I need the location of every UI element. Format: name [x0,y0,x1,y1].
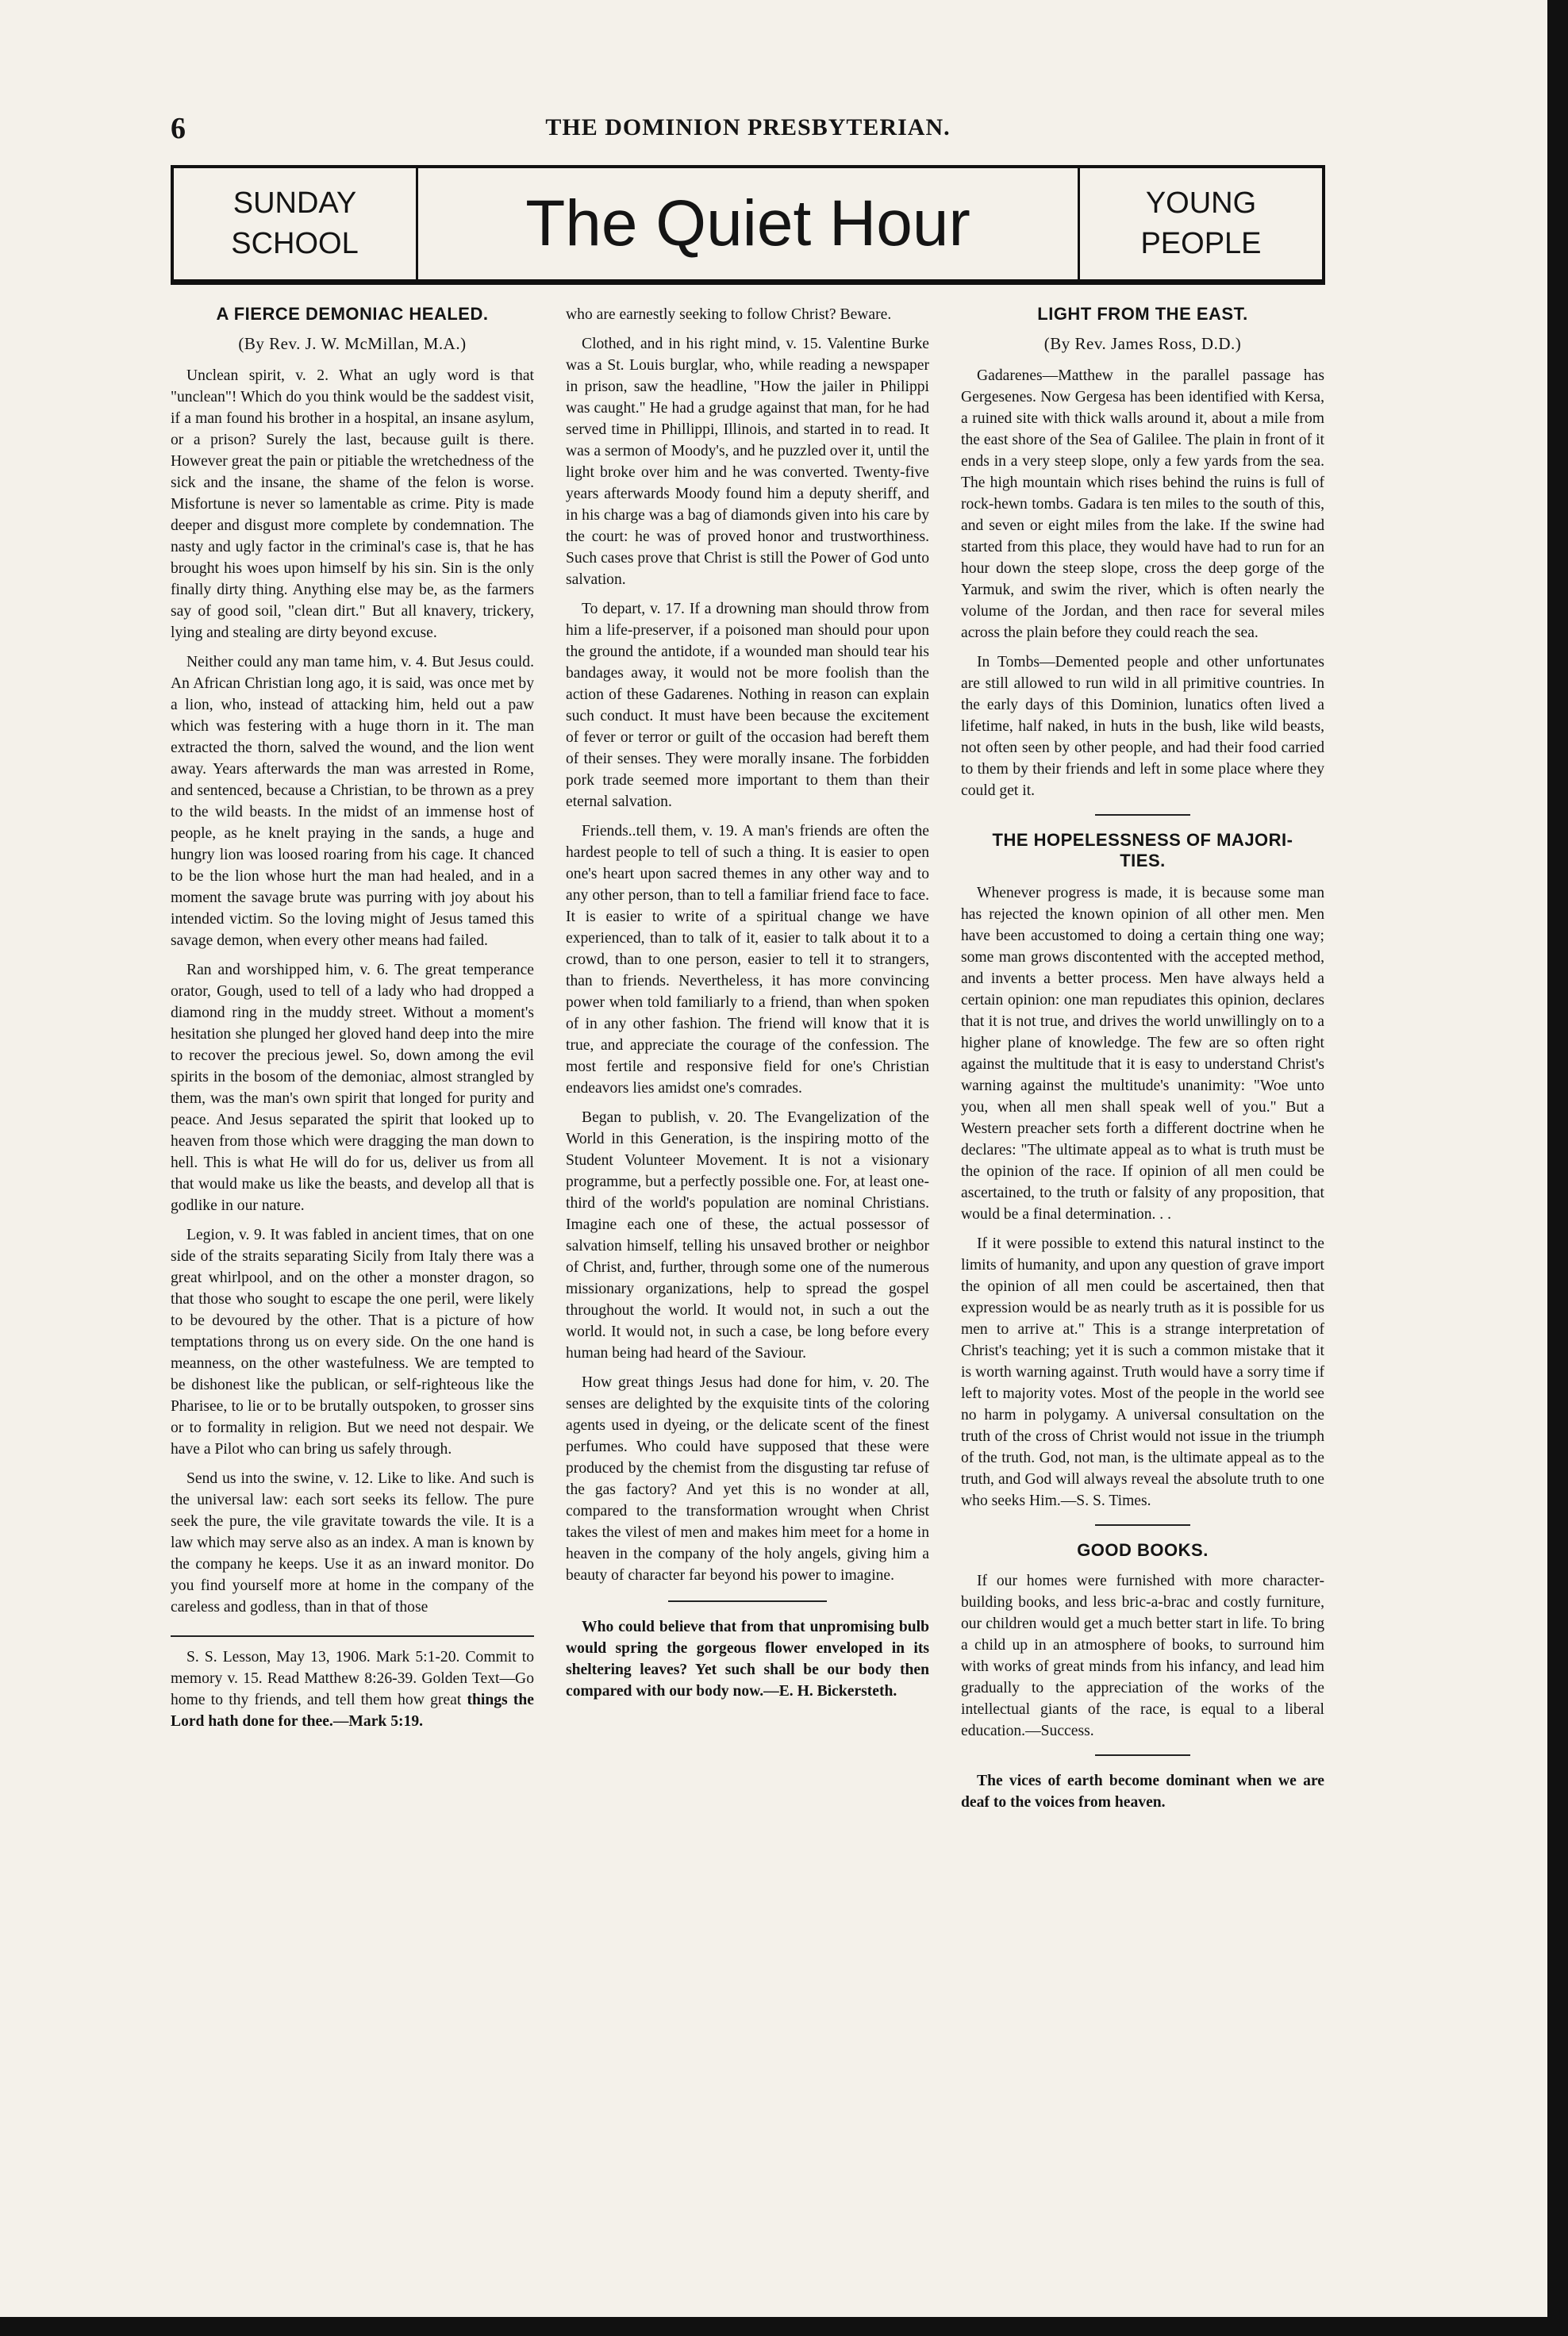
masthead-right-panel [1078,168,1322,279]
article-paragraph: Ran and worshipped him, v. 6. The great temperance orator, Gough, used to tell of a lady who had dropped a diamond ring in the muddy street. Without a moment's hesitation she plunged her gloved hand deep into the mire to recover the precious jewel. So, down among the evil spirits in the bosom of the demoniac, almost strangled by them, was the man's own spirit that longed for purity and peace. And Jesus separated the spirit that looked up to heaven from those which were dragging the man down to hell. This is what He will do for us, deliver us from all that would make us like the beasts, and develop all that is godlike in our nature. [171,962,534,1214]
article-columns [171,304,1325,1821]
column-middle [566,304,929,1821]
section-divider [1095,814,1190,816]
article-heading-line1: THE HOPELESSNESS OF MAJORI- [992,830,1293,850]
section-divider [1095,1524,1190,1526]
scan-border-right [1547,0,1568,2336]
article-paragraph: In Tombs—Demented people and other unfortunates are still allowed to run wild in all primitive countries. In the early days of this Dominion, lunatics often lived a lifetime, half naked, in huts in the bush, like wild beasts, not often seen by other people, and had their food carried to them by their friends and left in some place where they could get it. [961,654,1324,799]
article-byline: (By Rev. J. W. McMillan, M.A.) [238,334,467,353]
article-paragraph: If our homes were furnished with more character-building books, and less bric-a-brac and costly furniture, our children would get a much better start in life. To bring a child up in an atmosphere of books, to surround him with works of great minds from his infancy, and lead him gradually to the appreciation of the works of the intellectual giants of the race, is equal to a liberal education.—Success. [961,1573,1324,1739]
article-heading: GOOD BOOKS. [1077,1540,1209,1560]
lesson-note [171,1635,534,1732]
article-paragraph: Neither could any man tame him, v. 4. But Jesus could. An African Christian long ago, it is said, was once met by a lion, who, instead of attacking him, held out a paw which was festering with a huge thorn in it. The man extracted the thorn, salved the wound, and the lion went away. Years afterwards the man was arrested in Rome, and sentenced, because a Christian, to be thrown as a prey to the wild beasts. In the midst of an immense host of people, as he knelt praying in the sands, a huge and hungry lion was loosed roaring from his cage. It chanced to be the lion whose hurt the man had healed, and in a moment the savage brute was purring with joy about his intended victim. So the loving might of Jesus tamed this savage demon, when every other means had failed. [171,654,534,949]
article-heading [961,830,1324,871]
column-right [961,304,1324,1821]
masthead-right-line2: PEOPLE [1140,227,1262,260]
article-paragraph: Send us into the swine, v. 12. Like to like. And such is the universal law: each sort seeks its fellow. The pure seek the pure, the vile gravitate towards the vile. It is a law which may serve also as an index. A man is known by the company he keeps. Use it as an inward monitor. Do you find yourself more at home in the company of the careless and godless, than in that of those [171,1470,534,1616]
article-paragraph: Friends..tell them, v. 19. A man's friends are often the hardest people to tell of such a thing. It is easier to open one's heart upon sacred themes in any other way and to any other person, than to tell a familiar friend face to face. It is easier to write of a spiritual change we have experienced, than to talk of it, easier to talk about it to a crowd, than to one person, easier to tell it to strangers, than to friends. Nevertheless, it has more convincing power when told familiarly to a friend, than when spoken of in any other fashion. The friend will know that it is true, and appreciate the courage of the confession. The most fertile and responsive field for one's Christian endeavors lies amidst one's comrades. [566,823,929,1097]
article-paragraph: Clothed, and in his right mind, v. 15. Valentine Burke was a St. Louis burglar, who, while reading a newspaper in prison, saw the headline, "How the jailer in Philippi was caught." He had a grudge against that man, for he had served time in Phillippi, Illinois, and started in to read. It was a sermon of Moody's, and he puzzled over it, until the light broke over him and he was converted. Twenty-five years afterwards Moody found him a deputy sheriff, and in his charge was a bag of diamonds given into his care by the court: he was of proved honor and trustworthiness. Such cases prove that Christ is still the Power of God unto salvation. [566,336,929,588]
lesson-note-part1: S. S. Lesson, May 13, 1906. Mark 5:1-20. Commit to memory v. 15. Read Matthew 8:26-39. Golden Text—Go home to thy friends, and tell them how great [171,1649,534,1708]
article-heading: LIGHT FROM THE EAST. [1037,304,1248,324]
article-paragraph: Unclean spirit, v. 2. What an ugly word is that "unclean"! Which do you think would be the saddest visit, if a man found his brother in a hospital, an insane asylum, or a prison? Surely the last, because guilt is there. However great the pain or pitiable the wretchedness of the sick and the insane, the shame of the felon is worse. Misfortune is never so lamentable as crime. Pity is made deeper and disgust more complete by condemnation. The nasty and ugly factor in the criminal's case is, that he has brought his woes upon himself by his sin. Sin is the only finally dirty thing. Anything else may be, as the farmers say of good soil, "clean dirt." But all knavery, trickery, lying and stealing are dirty beyond excuse. [171,367,534,641]
article-heading-line2: TIES. [1120,851,1166,870]
section-divider [1095,1754,1190,1756]
lesson-note-part2: things the Lord hath done for thee.—Mark 5:19. [171,1692,535,1730]
newspaper-page [171,111,1325,2246]
closing-paragraph: The vices of earth become dominant when we are deaf to the voices from heaven. [961,1773,1324,1811]
article-byline: (By Rev. James Ross, D.D.) [1043,334,1242,353]
masthead [171,165,1325,285]
scan-border-bottom [0,2317,1568,2336]
article-paragraph: Whenever progress is made, it is because some man has rejected the known opinion of all other men. Men have been accustomed to doing a certain thing one way; some man grows discontented with the accepted method, and invents a better process. Men have always held a certain opinion: one man repudiates this opinion, declares that it is not true, and drives the world unwillingly on to a higher plane of knowledge. The few are so often right against the multitude that it is easy to understand Christ's warning against the multitude's unanimity: "Woe unto you, when all men shall speak well of you." But a Western preacher sets forth a different doctrine when he declares: "The ultimate appeal as to what is truth must be the opinion of the race. If opinion of all men could be ascertained, to the truth or falsity of any proposition, that would be a final determination. . . [961,885,1324,1223]
article-paragraph: How great things Jesus had done for him, v. 20. The senses are delighted by the exquisite tints of the coloring agents used in dyeing, or the delicate scent of the finest perfumes. Who could have supposed that these were produced by the chemist from the disgusting tar refuse of the gas factory? And yet this is no wonder at all, compared to the transformation wrought when Christ takes the vilest of men and makes him meet for a home in heaven in the company of the holy angels, giving him a beauty of character far beyond his power to imagine. [566,1374,929,1584]
running-head [171,111,1325,151]
article-paragraph: If it were possible to extend this natural instinct to the limits of humanity, and upon any question of grave import the opinion of all men could be ascertained, then that expression would be as nearly truth as it is possible for us men to arrive at." This is a strange interpretation of Christ's teaching; yet it is such a common mistake that it is worth warning against. Truth would have a sorry time if left to majority votes. Most of the people in the world see no harm in polygamy. A universal consultation on the truth of the cross of Christ would not issue in the triumph of the truth. God, not man, is the ultimate appeal as to the truth, and God will always reveal the absolute truth to one who seeks Him.—S. S. Times. [961,1235,1324,1509]
article-heading: A FIERCE DEMONIAC HEALED. [216,304,489,324]
masthead-title: The Quiet Hour [525,187,970,259]
article-paragraph: Legion, v. 9. It was fabled in ancient times, that on one side of the straits separating Sicily from Italy there was a great whirlpool, and on the other a monster dragon, so that those who sought to escape the one peril, were likely to be devoured by the other. That is a picture of how temptations throng us on every side. On the one hand is meanness, on the other wastefulness. We are tempted to be dishonest like the publican, or self-righteous like the Pharisee, to lie or to be brutally outspoken, to grosser sins or to formality in religion. But we need not despair. We have a Pilot who can bring us safely through. [171,1227,534,1458]
page-number: 6 [171,112,186,145]
article-paragraph: who are earnestly seeking to follow Christ? Beware. [566,306,892,323]
lesson-note-text [171,1646,534,1732]
column-left [171,304,534,1821]
section-divider [668,1600,827,1602]
article-paragraph: Began to publish, v. 20. The Evangelization of the World in this Generation, is the inspiring motto of the Student Volunteer Movement. It is not a visionary programme, but a perfectly possible one. For, at least one-third of the world's population are nominal Christians. Imagine each one of these, the actual possessor of salvation himself, telling his unsaved brother or neighbor of Christ, and, further, through some one of the numerous missionary organizations, help to spread the gospel throughout the world. It would not, in such a out the world. It would not, in such a case, be long before every human being had heard of the Saviour. [566,1109,929,1362]
quote-paragraph: Who could believe that from that unpromising bulb would spring the gorgeous flower enveloped in its sheltering leaves? Yet such shall be our body then compared with our body now.—E. H. Bickersteth. [566,1619,929,1700]
masthead-right-line1: YOUNG [1145,186,1257,220]
masthead-left-line1: SUNDAY [233,186,357,220]
masthead-left-line2: SCHOOL [231,227,359,260]
journal-title: THE DOMINION PRESBYTERIAN. [545,114,951,140]
article-paragraph: Gadarenes—Matthew in the parallel passage has Gergesenes. Now Gergesa has been identified with Kersa, a ruined site with thick walls around it, about a mile from the east shore of the Sea of Galilee. The plain in front of it ends in a very steep slope, only a few yards from the sea. The high mountain which rises behind the ruins is full of rock-hewn tombs. Gadara is ten miles to the south of this, and seven or eight miles from the lake. If the swine had started from this place, they would have had to run for an hour down the steep slope, cross the deep gorge of the Yarmuk, and swim the river, which is often nearly the volume of the Jordan, and then race for several miles across the plain before they could reach the sea. [961,367,1324,641]
masthead-left-panel [174,168,418,279]
article-paragraph: To depart, v. 17. If a drowning man should throw from him a life-preserver, if a poisoned man should pour upon the ground the antidote, if a wounded man should tear his bandages away, it would not be more foolish than the action of these Gadarenes. Nothing in reason can explain such conduct. It must have been because the excitement of fever or terror or guilt of the occasion had bereft them of their senses. They were morally insane. The forbidden pork trade seemed more important to them than their eternal salvation. [566,601,929,810]
